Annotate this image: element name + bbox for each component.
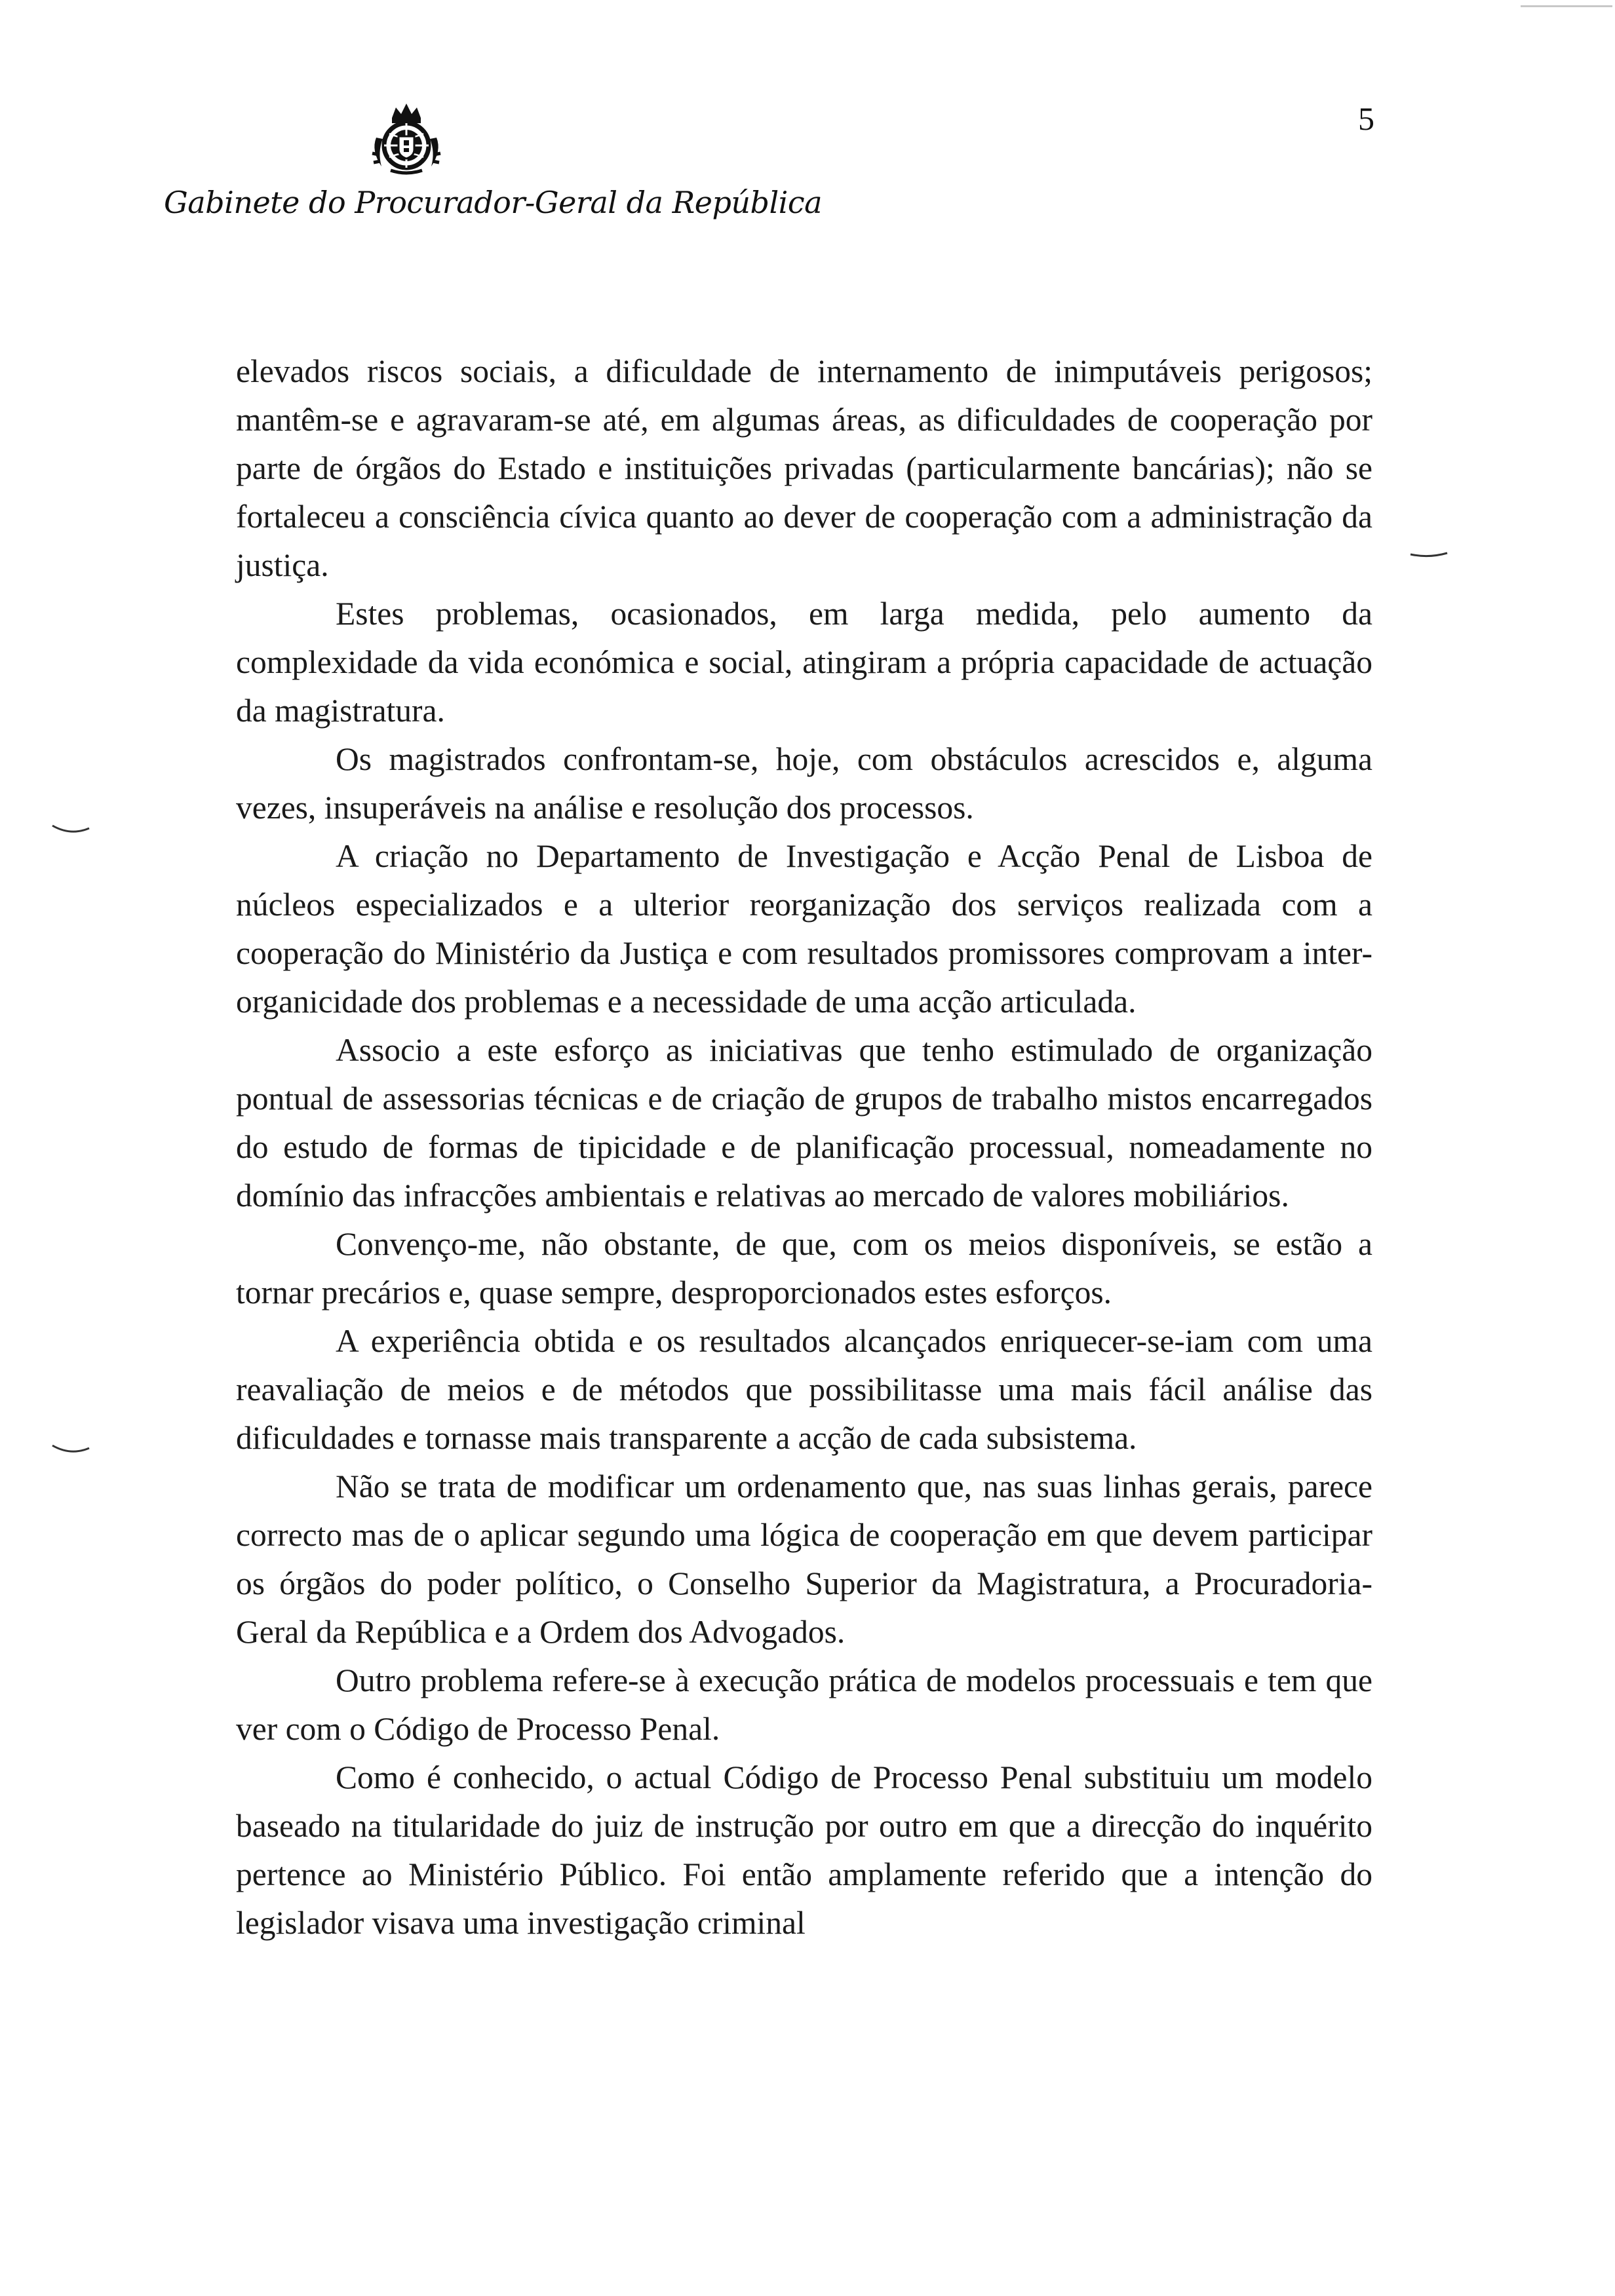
paragraph: A experiência obtida e os resultados alcançados enriquecer-se-iam com uma reavaliação de meios e de métodos que possibilitasse uma mais fácil análise das dificuldades e tornasse mais transparente a acção de cada subsistema. xyxy=(236,1323,1372,1456)
paragraph: Outro problema refere-se à execução prática de modelos processuais e tem que ver com o Código de Processo Penal. xyxy=(236,1662,1372,1747)
margin-mark xyxy=(51,1443,90,1457)
paragraph: Convenço-me, não obstante, de que, com os meios disponíveis, se estão a tornar precários e, quase sempre, desproporcionados estes esforços. xyxy=(236,1226,1372,1311)
paragraph: elevados riscos sociais, a dificuldade de internamento de inimputáveis perigosos; mantêm-se e agravaram-se até, em algumas áreas, as dificuldades de cooperação por parte de órgãos do Estado e instituições privadas (particularmente bancárias); não se fortaleceu a consciência cívica quanto ao dever de cooperação com a administração da justiça. xyxy=(236,353,1372,583)
margin-mark xyxy=(51,823,90,837)
paragraph: Os magistrados confrontam-se, hoje, com obstáculos acrescidos e, alguma vezes, insuperáveis na análise e resolução dos processos. xyxy=(236,741,1372,826)
scan-edge-line xyxy=(1521,5,1612,7)
paragraph: Associo a este esforço as iniciativas que tenho estimulado de organização pontual de assessorias técnicas e de criação de grupos de trabalho mistos encarregados do estudo de formas de tipicidade e de planificação processual, nomeadamente no domínio das infracções ambientais e relativas ao mercado de valores mobiliários. xyxy=(236,1032,1372,1214)
office-name: Gabinete do Procurador-Geral da República xyxy=(164,185,823,220)
margin-mark xyxy=(1409,550,1449,565)
paragraph: Como é conhecido, o actual Código de Processo Penal substituiu um modelo baseado na titularidade do juiz de instrução por outro em que a direcção do inquérito pertence ao Ministério Público. Foi então amplamente referido que a intenção do legislador visava uma investigação criminal xyxy=(236,1759,1372,1941)
paragraph: A criação no Departamento de Investigação e Acção Penal de Lisboa de núcleos especializados e a ulterior reorganização dos serviços realizada com a cooperação do Ministério da Justiça e com resultados promissores comprovam a inter-organicidade dos problemas e a necessidade de uma acção articulada. xyxy=(236,838,1372,1020)
page-number: 5 xyxy=(1358,100,1374,137)
paragraph: Não se trata de modificar um ordenamento que, nas suas linhas gerais, parece correcto mas de o aplicar segundo uma lógica de cooperação em que devem participar os órgãos do poder político, o Conselho Superior da Magistratura, a Procuradoria-Geral da República e a Ordem dos Advogados. xyxy=(236,1468,1372,1650)
paragraph: Estes problemas, ocasionados, em larga medida, pelo aumento da complexidade da vida económica e social, atingiram a própria capacidade de actuação da magistratura. xyxy=(236,596,1372,729)
letter-body xyxy=(236,347,1372,1947)
coat-of-arms-icon xyxy=(367,98,446,177)
